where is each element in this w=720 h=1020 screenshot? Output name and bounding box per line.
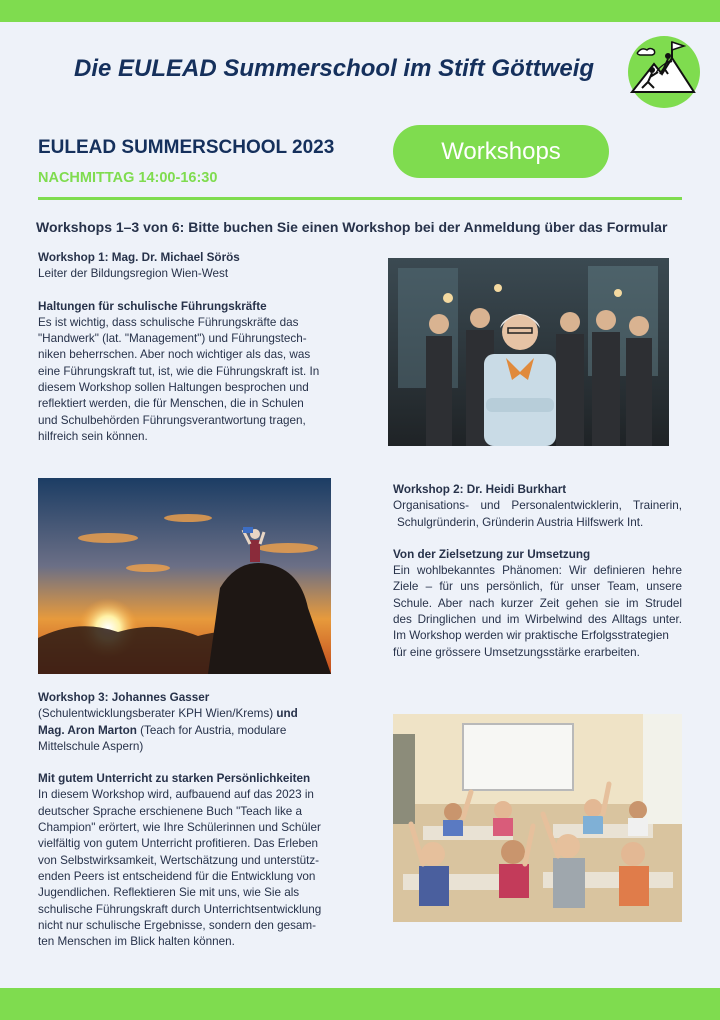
summit-climber-icon <box>628 36 700 108</box>
workshop-2-line: Schule. Aber nach kurzer Zeit gehen sie im Strudel <box>393 596 682 610</box>
workshop-2-block <box>393 482 682 661</box>
top-accent-bar <box>0 0 720 22</box>
workshop-2-role: Organisations- und Personalentwicklerin, Trainerin, <box>393 499 682 513</box>
workshop-1-line: eine Führungskraft tut, ist, wie die Führungskraft ist. In <box>38 364 320 378</box>
workshop-1-heading: Workshop 1: Mag. Dr. Michael Sörös <box>38 251 240 264</box>
workshop-2-line: Ziele – für uns persönlich, für unser Team, unsere <box>393 580 682 594</box>
team-photo <box>388 258 669 446</box>
workshop-1-line: Es ist wichtig, dass schulische Führungskräfte das <box>38 315 299 329</box>
workshop-1-role: Leiter der Bildungsregion Wien-West <box>38 267 229 281</box>
workshop-3-block <box>38 690 338 950</box>
sunset-climber-photo <box>38 478 331 674</box>
workshop-2-topic: Von der Zielsetzung zur Umsetzung <box>393 547 591 561</box>
workshop-3-line: In diesem Workshop wird, aufbauend auf das 2023 in <box>38 788 314 802</box>
section-divider <box>38 197 682 200</box>
workshop-3-line: deutscher Sprache erschienene Buch "Teach like a <box>38 804 303 818</box>
workshop-3-line: schulische Führungskraft durch Unterrichtsentwicklung <box>38 902 322 916</box>
workshop-2-line: Ein wohlbekanntes Phänomen: Wir definieren hehre <box>393 564 682 578</box>
bottom-accent-bar <box>0 988 720 1020</box>
workshop-3-line: ten Menschen im Blick halten können. <box>38 935 235 949</box>
workshop-2-line: des Dringlichen und im Wirbelwind des Alltags unter. <box>393 613 682 627</box>
workshop-3-topic: Mit gutem Unterricht zu starken Persönlichkeiten <box>38 772 311 786</box>
workshop-1-line: "Handwerk" (lat. "Management") und Führungstech- <box>38 332 307 346</box>
workshop-3-line: vielfältig von gutem Unterricht profitieren. Das Erleben <box>38 837 318 851</box>
workshop-1-line: und Schulbehörden Führungsverantwortung tragen, <box>38 413 306 427</box>
workshop-3-line: Jugendlichen. Reflektieren Sie mit uns, wie Sie als <box>38 886 300 900</box>
workshop-1-topic: Haltungen für schulische Führungskräfte <box>38 299 267 313</box>
page-title: Die EULEAD Summerschool im Stift Göttweig <box>74 55 595 82</box>
classroom-photo <box>393 714 682 922</box>
workshop-3-second <box>38 723 338 739</box>
workshop-1-line: niken beherrschen. Aber noch wichtiger als das, was <box>38 348 311 362</box>
workshop-2-line: Im Workshop werden wir praktische Erfolgsstrategien <box>393 629 669 643</box>
booking-note: Workshops 1–3 von 6: Bitte buchen Sie einen Workshop bei der Anmeldung über das Formular <box>36 219 668 235</box>
workshop-1-line: hilfreich sein können. <box>38 429 148 443</box>
workshop-3-role-part1: (Schulentwicklungsberater KPH Wien/Krems) <box>38 707 274 721</box>
workshop-3-role <box>38 706 338 722</box>
workshop-1-line: diesem Workshop sollen Haltungen besprochen und <box>38 381 309 395</box>
session-time: NACHMITTAG 14:00-16:30 <box>38 170 218 186</box>
summerschool-title: EULEAD SUMMERSCHOOL 2023 <box>38 137 335 158</box>
workshop-3-second-name: Mag. Aron Marton <box>38 723 137 737</box>
workshop-3-role-and: und <box>276 707 298 721</box>
workshop-1-line: reflektiert werden, die für Menschen, die in Schulen <box>38 397 304 411</box>
workshop-2-role: Schulgründerin, Gründerin Austria Hilfswerk Int. <box>397 515 644 529</box>
workshops-badge: Workshops <box>393 125 609 178</box>
workshop-3-line: enden Peers ist entscheidend für die Entwicklung von <box>38 869 316 883</box>
workshop-3-line: Champion" erörtert, wie Ihre Schülerinnen und Schüler <box>38 821 321 835</box>
workshop-3-role-part2: (Teach for Austria, modulare <box>140 723 287 737</box>
workshop-3-line: nicht nur schulische Ergebnisse, sondern den gesam- <box>38 918 317 932</box>
workshop-3-heading: Workshop 3: Johannes Gasser <box>38 691 210 704</box>
workshop-1-block <box>38 250 338 445</box>
workshop-3-role-part3: Mittelschule Aspern) <box>38 739 144 753</box>
workshop-3-line: von Selbstwirksamkeit, Wertschätzung und unterstütz- <box>38 853 320 867</box>
workshop-2-heading: Workshop 2: Dr. Heidi Burkhart <box>393 483 567 496</box>
workshop-2-line: für eine grössere Umsetzungsstärke erarbeiten. <box>393 645 640 659</box>
